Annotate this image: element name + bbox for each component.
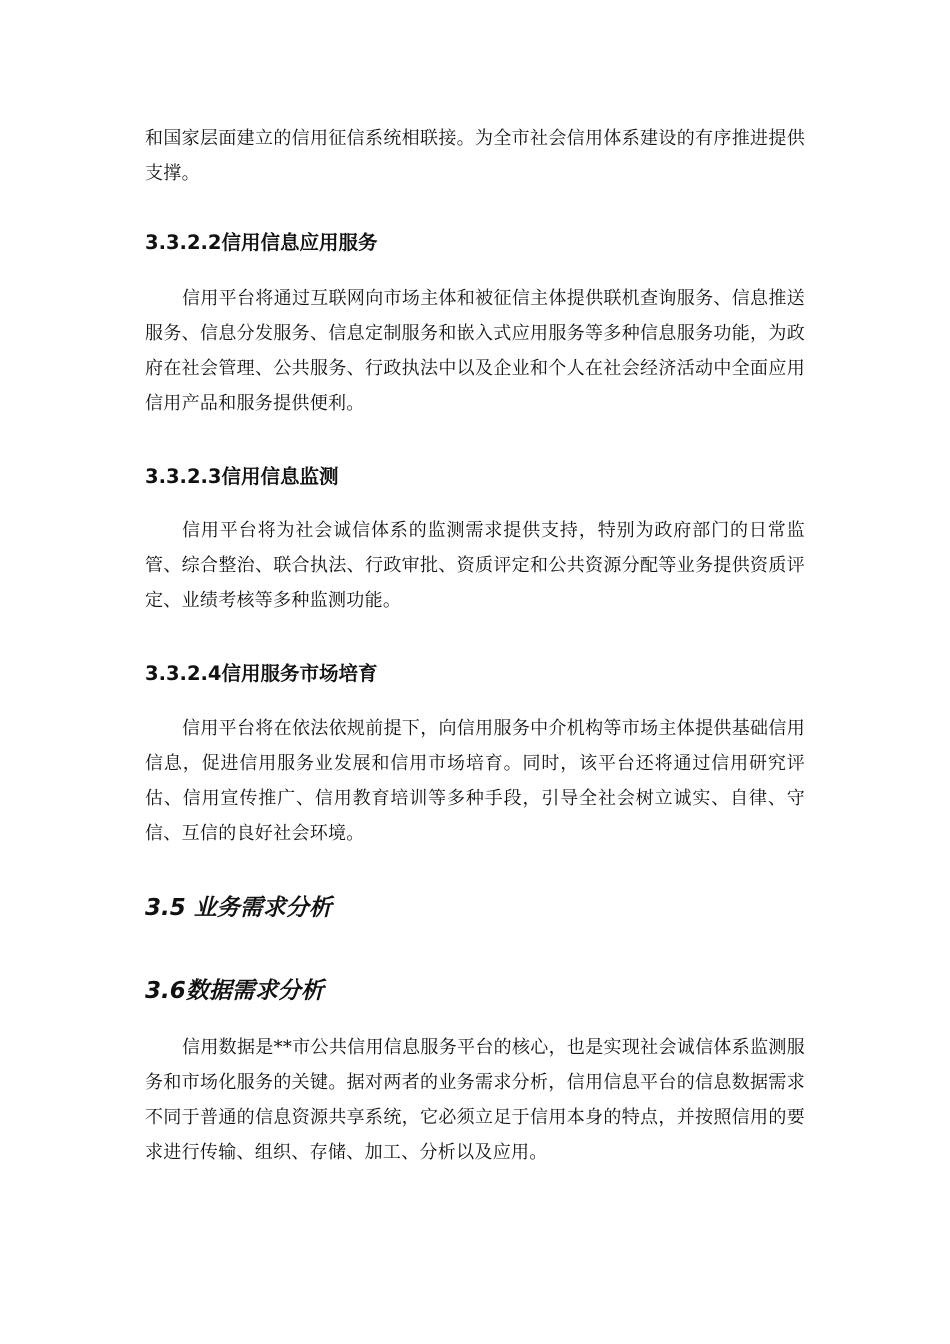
heading-3324: 3.3.2.4信用服务市场培育 (145, 662, 378, 685)
section-3323 (145, 462, 805, 492)
heading-36: 3.6数据需求分析 (145, 978, 324, 1004)
heading-3323: 3.3.2.3信用信息监测 (145, 465, 339, 488)
heading-3322: 3.3.2.2信用信息应用服务 (145, 231, 378, 254)
section-3324-body (145, 711, 805, 851)
intro-paragraph: 和国家层面建立的信用征信系统相联接。为全市社会信用体系建设的有序推进提供支撑。 (145, 128, 805, 184)
section-36-body (145, 1030, 805, 1170)
paragraph-3324: 信用平台将在依法依规前提下，向信用服务中介机构等市场主体提供基础信用信息，促进信用服务业发展和信用市场培育。同时，该平台还将通过信用研究评估、信用宣传推广、信用教育培训等多种手段，引导全社会树立诚实、自律、守信、互信的良好社会环境。 (145, 718, 805, 844)
paragraph-36: 信用数据是**市公共信用信息服务平台的核心，也是实现社会诚信体系监测服务和市场化服务的关键。据对两者的业务需求分析，信用信息平台的信息数据需求不同于普通的信息资源共享系统，它必须立足于信用本身的特点，并按照信用的要求进行传输、组织、存储、加工、分析以及应用。 (145, 1037, 805, 1163)
heading-35: 3.5 业务需求分析 (145, 895, 332, 921)
paragraph-3323: 信用平台将为社会诚信体系的监测需求提供支持，特别为政府部门的日常监管、综合整治、联合执法、行政审批、资质评定和公共资源分配等业务提供资质评定、业绩考核等多种监测功能。 (145, 520, 805, 611)
section-3323-body (145, 513, 805, 618)
section-3322 (145, 228, 805, 258)
section-35 (145, 890, 805, 926)
section-36 (145, 973, 805, 1009)
section-3322-body (145, 281, 805, 421)
intro-block (145, 121, 805, 191)
section-3324 (145, 659, 805, 689)
paragraph-3322: 信用平台将通过互联网向市场主体和被征信主体提供联机查询服务、信息推送服务、信息分发服务、信息定制服务和嵌入式应用服务等多种信息服务功能，为政府在社会管理、公共服务、行政执法中以及企业和个人在社会经济活动中全面应用信用产品和服务提供便利。 (145, 288, 805, 414)
